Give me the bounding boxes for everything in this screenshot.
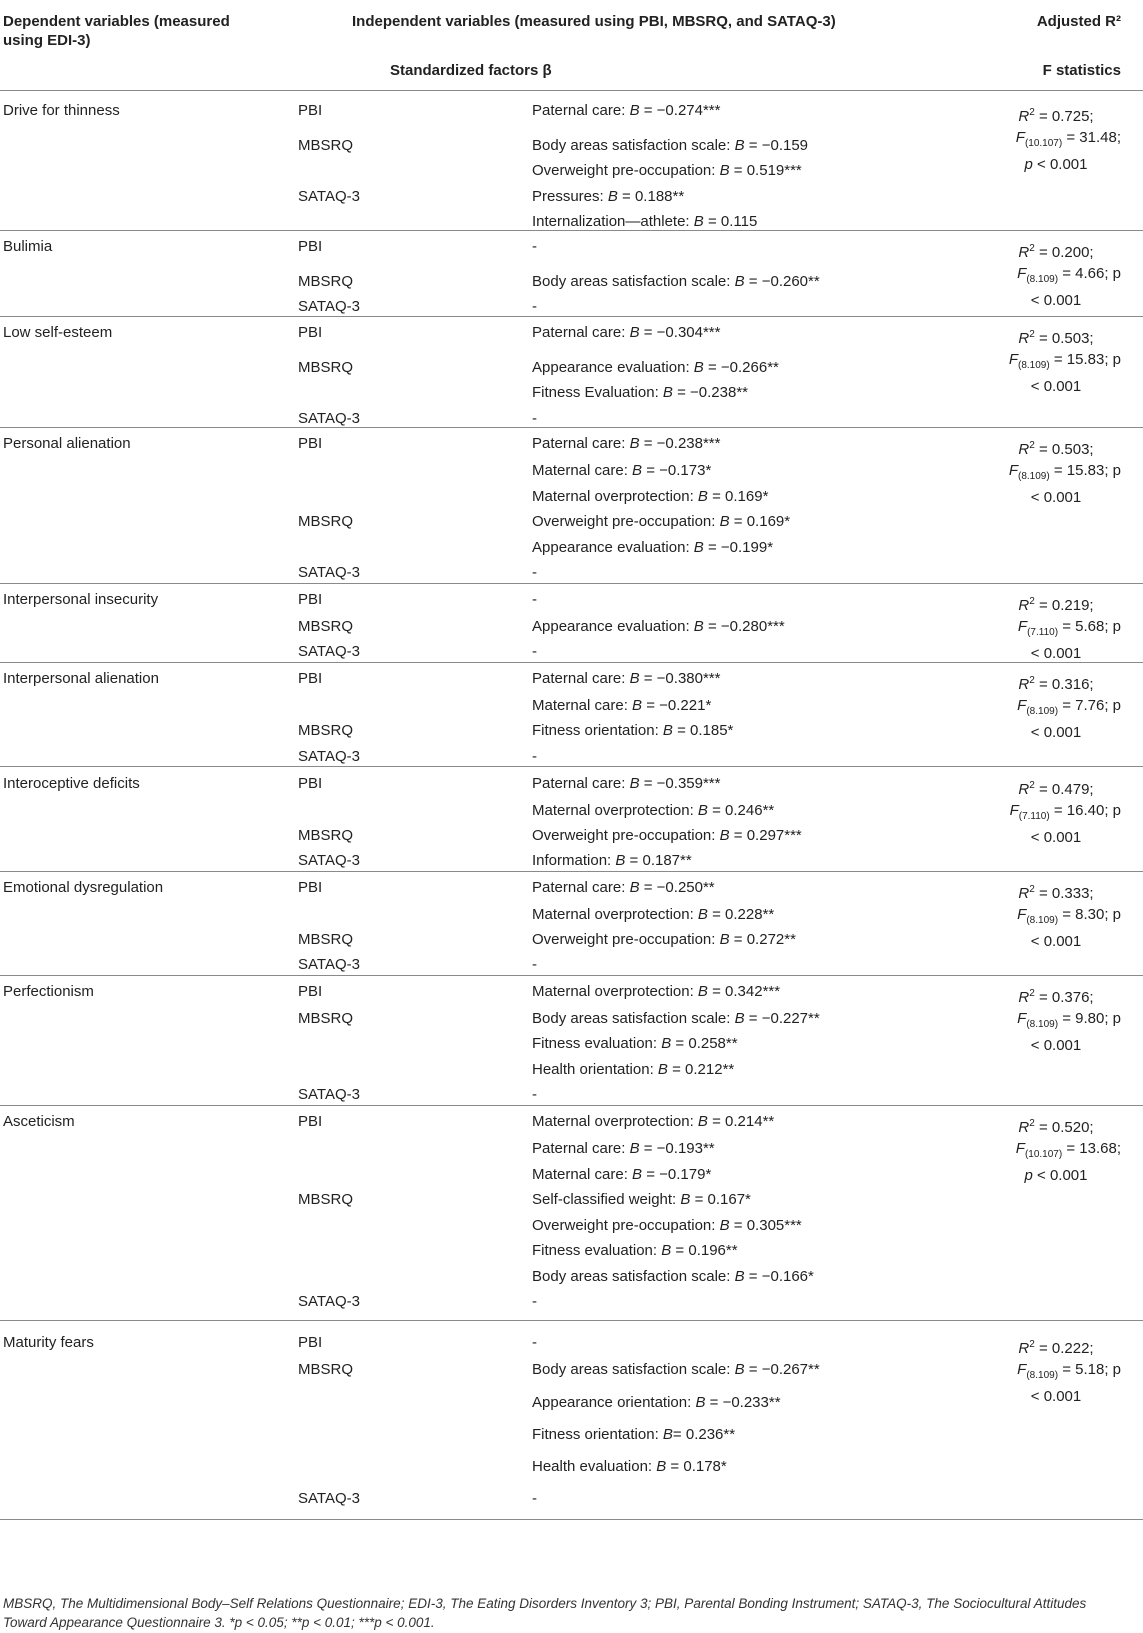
statistic-line: < 0.001 — [1030, 724, 1082, 741]
model-statistics — [971, 591, 1121, 664]
factor-value: Internalization—athlete: B = 0.115 — [532, 213, 758, 230]
instrument-label: MBSRQ — [298, 137, 354, 154]
instrument-label: PBI — [298, 670, 323, 687]
dependent-variable: Bulimia — [3, 238, 53, 255]
factor-value: Body areas satisfaction scale: B = −0.159 — [532, 137, 809, 154]
model-statistics — [971, 1113, 1121, 1186]
statistic-line: < 0.001 — [1030, 1388, 1082, 1405]
factor-value: - — [532, 298, 537, 315]
factor-value: Maternal overprotection: B = 0.342*** — [532, 983, 781, 1000]
header-adjusted-r2: Adjusted R² — [1036, 13, 1121, 30]
factor-value: Paternal care: B = −0.238*** — [532, 435, 721, 452]
factor-value: Maternal care: B = −0.221* — [532, 697, 712, 714]
factor-value: Paternal care: B = −0.250** — [532, 879, 715, 896]
table-row — [0, 513, 1143, 533]
statistic-line: < 0.001 — [1030, 489, 1082, 506]
factor-value: Overweight pre-occupation: B = 0.519*** — [532, 162, 802, 179]
factor-value: - — [532, 643, 537, 660]
instrument-label: PBI — [298, 1113, 323, 1130]
model-statistics — [971, 435, 1121, 508]
factor-value: Body areas satisfaction scale: B = −0.166* — [532, 1268, 814, 1285]
table-row — [0, 1293, 1143, 1313]
statistic-line: $F_{(7.110)} = 5.68$; p — [1017, 618, 1121, 638]
header-independent: Independent variables (measured using PBI, MBSRQ, and SATAQ-3) — [352, 13, 836, 30]
dependent-variable: Interpersonal insecurity — [3, 591, 159, 608]
factor-value: Maternal overprotection: B = 0.169* — [532, 488, 769, 505]
model-statistics — [971, 879, 1121, 952]
instrument-label: PBI — [298, 102, 323, 119]
instrument-label: MBSRQ — [298, 1010, 354, 1027]
instrument-label: MBSRQ — [298, 359, 354, 376]
instrument-label: SATAQ-3 — [298, 643, 360, 660]
table-row — [0, 1217, 1143, 1237]
factor-value: Paternal care: B = −0.274*** — [532, 102, 721, 119]
header-standardized: Standardized factors β — [390, 62, 552, 79]
factor-value: - — [532, 1334, 537, 1351]
factor-value: Paternal care: B = −0.359*** — [532, 775, 721, 792]
instrument-label: SATAQ-3 — [298, 956, 360, 973]
instrument-label: PBI — [298, 591, 323, 608]
factor-value: Paternal care: B = −0.304*** — [532, 324, 721, 341]
factor-value: Paternal care: B = −0.380*** — [532, 670, 721, 687]
dependent-variable: Asceticism — [3, 1113, 75, 1130]
dependent-variable: Personal alienation — [3, 435, 131, 452]
header-dependent: Dependent variables (measured using EDI-3) — [3, 13, 230, 49]
table-row — [0, 956, 1143, 976]
statistic-line: < 0.001 — [1030, 292, 1082, 309]
instrument-label: MBSRQ — [298, 513, 354, 530]
instrument-label: SATAQ-3 — [298, 1086, 360, 1103]
instrument-label: SATAQ-3 — [298, 188, 360, 205]
factor-value: Self-classified weight: B = 0.167* — [532, 1191, 751, 1208]
factor-value: - — [532, 238, 537, 255]
factor-value: Overweight pre-occupation: B = 0.305*** — [532, 1217, 802, 1234]
instrument-label: SATAQ-3 — [298, 564, 360, 581]
instrument-label: PBI — [298, 775, 323, 792]
factor-value: Body areas satisfaction scale: B = −0.227** — [532, 1010, 820, 1027]
factor-value: Body areas satisfaction scale: B = −0.267** — [532, 1361, 820, 1378]
factor-value: Overweight pre-occupation: B = 0.272** — [532, 931, 796, 948]
instrument-label: MBSRQ — [298, 827, 354, 844]
factor-value: Maternal overprotection: B = 0.214** — [532, 1113, 775, 1130]
factor-value: Fitness orientation: B= 0.236** — [532, 1426, 736, 1443]
model-statistics — [971, 102, 1121, 175]
statistic-line: < 0.001 — [1030, 933, 1082, 950]
dependent-variable: Emotional dysregulation — [3, 879, 164, 896]
factor-value: - — [532, 591, 537, 608]
factor-value: Maternal care: B = −0.179* — [532, 1166, 712, 1183]
instrument-label: PBI — [298, 879, 323, 896]
table-row — [0, 1086, 1143, 1106]
table-row — [0, 188, 1143, 208]
factor-value: - — [532, 1086, 537, 1103]
factor-value: - — [532, 1293, 537, 1310]
dependent-variable: Maturity fears — [3, 1334, 94, 1351]
factor-value: Appearance evaluation: B = −0.280*** — [532, 618, 785, 635]
statistic-line: $R^2 = 0.479$; — [1018, 780, 1094, 798]
factor-value: Fitness Evaluation: B = −0.238** — [532, 384, 748, 401]
dependent-variable: Perfectionism — [3, 983, 94, 1000]
factor-value: - — [532, 748, 537, 765]
statistic-line: $R^2 = 0.503$; — [1018, 440, 1094, 458]
factor-value: Health orientation: B = 0.212** — [532, 1061, 735, 1078]
factor-value: Overweight pre-occupation: B = 0.169* — [532, 513, 791, 530]
factor-value: - — [532, 410, 537, 427]
statistic-line: p < 0.001 — [1024, 1167, 1088, 1184]
factor-value: Body areas satisfaction scale: B = −0.260** — [532, 273, 820, 290]
table-rule — [0, 1519, 1143, 1520]
dependent-variable: Low self-esteem — [3, 324, 113, 341]
factor-value: - — [532, 956, 537, 973]
model-statistics — [971, 775, 1121, 848]
factor-value: Overweight pre-occupation: B = 0.297*** — [532, 827, 802, 844]
statistic-line: $F_{(8.109)} = 7.76$; p — [1017, 697, 1121, 717]
statistic-line: $F_{(8.109)} = 9.80$; p — [1017, 1010, 1121, 1030]
factor-value: Maternal overprotection: B = 0.246** — [532, 802, 775, 819]
table-row — [0, 1191, 1143, 1211]
statistic-line: $R^2 = 0.316$; — [1018, 675, 1094, 693]
instrument-label: MBSRQ — [298, 273, 354, 290]
table-row — [0, 539, 1143, 559]
instrument-label: MBSRQ — [298, 1191, 354, 1208]
statistic-line: $R^2 = 0.520$; — [1018, 1118, 1094, 1136]
dependent-variable: Drive for thinness — [3, 102, 120, 119]
statistic-line: $R^2 = 0.219$; — [1018, 596, 1094, 614]
statistic-line: $F_{(8.109)} = 5.18$; p — [1017, 1361, 1121, 1381]
statistic-line: $R^2 = 0.725$; — [1018, 107, 1094, 125]
table-row — [0, 852, 1143, 872]
instrument-label: MBSRQ — [298, 722, 354, 739]
table-row — [0, 1242, 1143, 1262]
factor-value: Appearance evaluation: B = −0.199* — [532, 539, 774, 556]
table-row — [0, 1268, 1143, 1288]
instrument-label: PBI — [298, 238, 323, 255]
statistic-line: < 0.001 — [1030, 1037, 1082, 1054]
instrument-label: SATAQ-3 — [298, 298, 360, 315]
table-rule — [0, 1320, 1143, 1321]
instrument-label: SATAQ-3 — [298, 748, 360, 765]
instrument-label: MBSRQ — [298, 931, 354, 948]
model-statistics — [971, 983, 1121, 1056]
factor-value: Information: B = 0.187** — [532, 852, 692, 869]
statistic-line: $F_{(7.110)} = 16.40$; p — [1009, 802, 1121, 822]
table-row — [0, 1490, 1143, 1510]
statistic-line: $R^2 = 0.222$; — [1018, 1339, 1094, 1357]
factor-value: Fitness evaluation: B = 0.196** — [532, 1242, 738, 1259]
instrument-label: PBI — [298, 435, 323, 452]
statistic-line: $F_{(10.107)} = 13.68$; — [1015, 1140, 1121, 1160]
table-row — [0, 748, 1143, 768]
factor-value: - — [532, 564, 537, 581]
statistic-line: < 0.001 — [1030, 378, 1082, 395]
table-row — [0, 410, 1143, 430]
statistic-line: p < 0.001 — [1024, 156, 1088, 173]
instrument-label: PBI — [298, 1334, 323, 1351]
model-statistics — [971, 670, 1121, 743]
factor-value: Health evaluation: B = 0.178* — [532, 1458, 727, 1475]
instrument-label: MBSRQ — [298, 618, 354, 635]
statistic-line: $R^2 = 0.503$; — [1018, 329, 1094, 347]
statistic-line: $R^2 = 0.376$; — [1018, 988, 1094, 1006]
instrument-label: PBI — [298, 324, 323, 341]
statistic-line: $F_{(8.109)} = 8.30$; p — [1017, 906, 1121, 926]
table-row — [0, 564, 1143, 584]
table-row — [0, 1458, 1143, 1478]
instrument-label: SATAQ-3 — [298, 1490, 360, 1507]
statistic-line: $F_{(8.109)} = 15.83$; p — [1008, 351, 1121, 371]
statistic-line: $F_{(10.107)} = 31.48$; — [1015, 129, 1121, 149]
factor-value: Appearance evaluation: B = −0.266** — [532, 359, 779, 376]
instrument-label: SATAQ-3 — [298, 410, 360, 427]
factor-value: Appearance orientation: B = −0.233** — [532, 1394, 781, 1411]
instrument-label: SATAQ-3 — [298, 1293, 360, 1310]
table-rule — [0, 90, 1143, 91]
factor-value: Pressures: B = 0.188** — [532, 188, 685, 205]
factor-value: Fitness evaluation: B = 0.258** — [532, 1035, 738, 1052]
table-footnote: MBSRQ, The Multidimensional Body–Self Relations Questionnaire; EDI-3, The Eating Disorders Inventory 3; PBI, Parental Bonding Instrument; SATAQ-3, The Sociocultural Attitudes Toward Appearance Questionnaire 3. *p < 0.05; **p < 0.01; ***p < 0.001. — [3, 1596, 1087, 1630]
dependent-variable: Interoceptive deficits — [3, 775, 140, 792]
table-row — [0, 1061, 1143, 1081]
model-statistics — [971, 238, 1121, 311]
instrument-label: SATAQ-3 — [298, 852, 360, 869]
table-row — [0, 1426, 1143, 1446]
statistic-line: < 0.001 — [1030, 829, 1082, 846]
instrument-label: PBI — [298, 983, 323, 1000]
factor-value: Paternal care: B = −0.193** — [532, 1140, 715, 1157]
model-statistics — [971, 1334, 1121, 1407]
factor-value: Fitness orientation: B = 0.185* — [532, 722, 734, 739]
header-fstat: F statistics — [1042, 62, 1121, 79]
factor-value: Maternal care: B = −0.173* — [532, 462, 712, 479]
model-statistics — [971, 324, 1121, 397]
statistic-line: $F_{(8.109)} = 4.66$; p — [1017, 265, 1121, 285]
statistic-line: $F_{(8.109)} = 15.83$; p — [1008, 462, 1121, 482]
statistic-line: $R^2 = 0.200$; — [1018, 243, 1094, 261]
factor-value: Maternal overprotection: B = 0.228** — [532, 906, 775, 923]
table-row — [0, 213, 1143, 233]
dependent-variable: Interpersonal alienation — [3, 670, 159, 687]
instrument-label: MBSRQ — [298, 1361, 354, 1378]
factor-value: - — [532, 1490, 537, 1507]
statistic-line: $R^2 = 0.333$; — [1018, 884, 1094, 902]
statistic-line: < 0.001 — [1030, 645, 1082, 662]
